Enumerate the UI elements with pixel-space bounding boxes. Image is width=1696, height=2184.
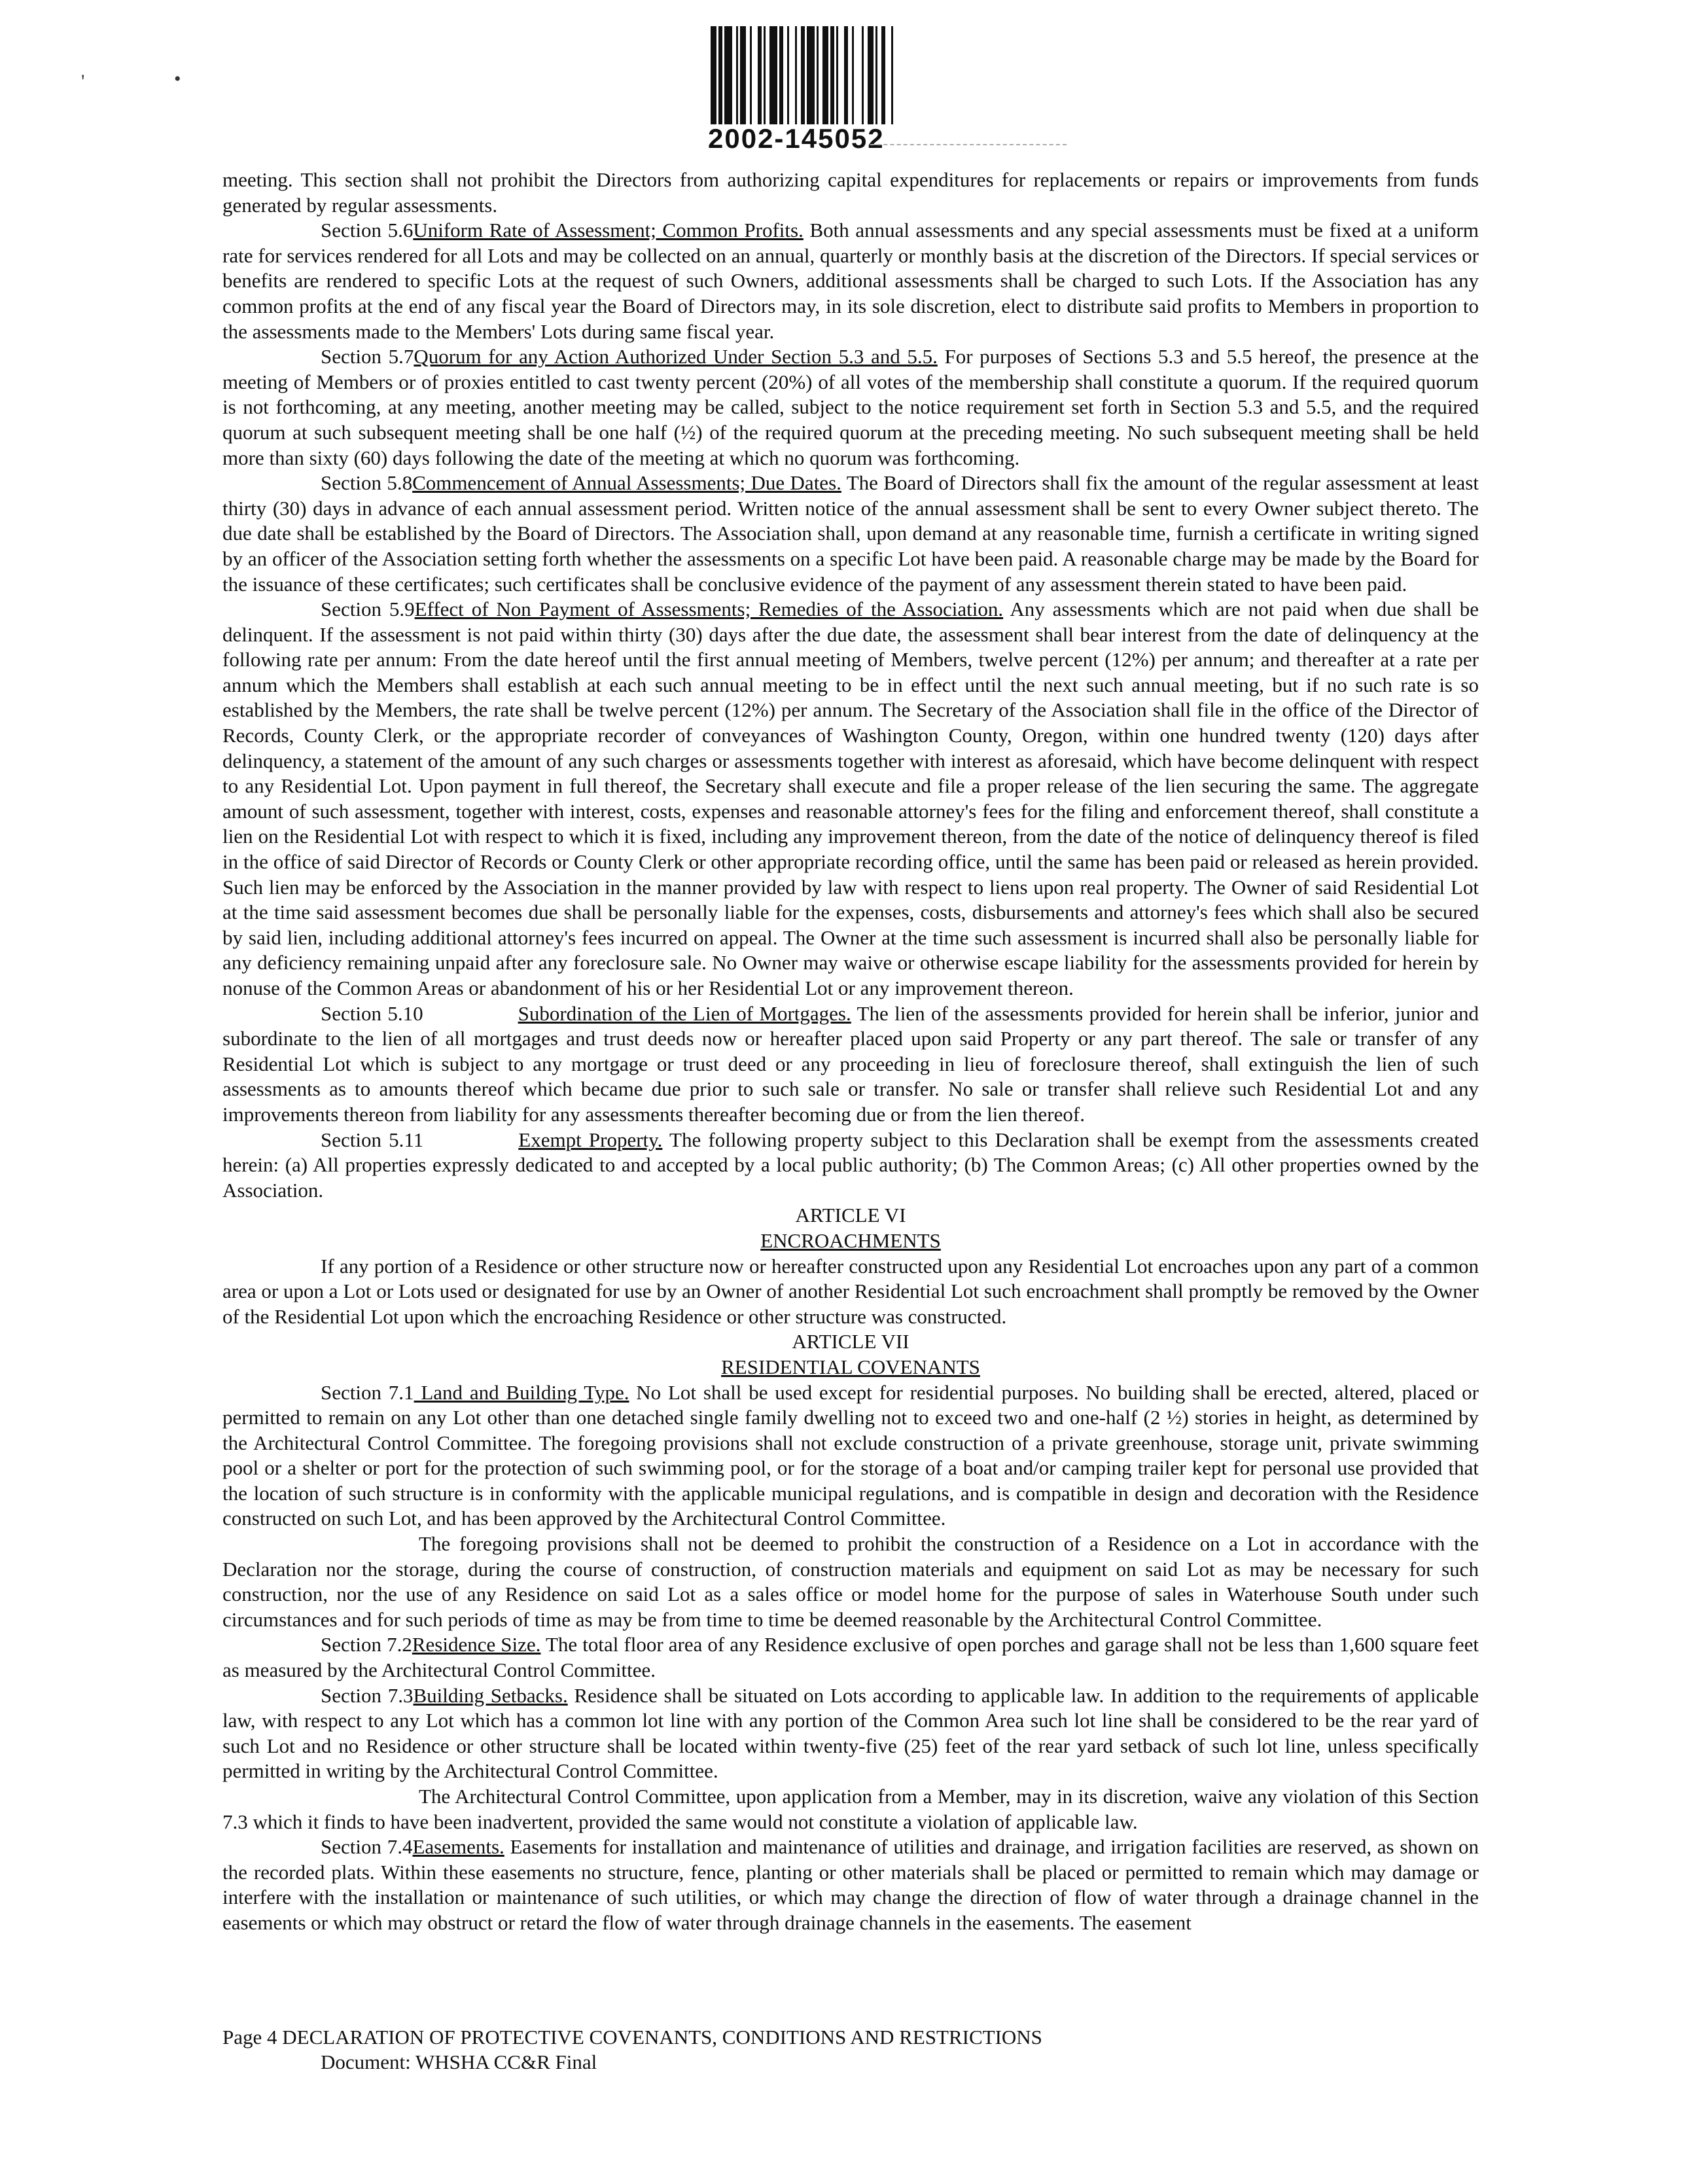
scan-mark: ' [81,71,85,92]
barcode [708,26,1002,131]
document-body [222,168,1479,1936]
page-footer [222,2025,1479,2075]
section-title: Easements. [412,1835,504,1859]
section-text: For purposes of Sections 5.3 and 5.5 hereof, the presence at the meeting of Members or of proxies entitled to cast twenty percent (20%) of all votes of the membership shall constitute a quorum. If the required quorum is not forthcoming, at any meeting, another meeting may be called, subject to the notice requirement set forth in Section 5.3 and 5.5, and the required quorum at such subsequent meeting shall be one half (½) of the required quorum at the preceding meeting. No such subsequent meeting shall be held more than sixty (60) days following the date of the meeting at which no quorum was forthcoming. [222,345,1479,469]
section-label: Section 5.7 [321,345,414,368]
section-title: Building Setbacks. [413,1683,568,1707]
section-5-10 [222,1001,1479,1128]
section-text: Residence shall be situated on Lots according to applicable law. In addition to the requirements of applicable law, with respect to any Lot which has a common lot line with any portion of the Common Area such lot line shall be considered to be the rear yard of such Lot and no Residence or other structure shall be located within twenty-five (25) feet of the rear yard setback of such lot line, unless specifically permitted in writing by the Architectural Control Committee. [222,1683,1479,1783]
footer-document: Document: WHSHA CC&R Final [321,2050,597,2073]
section-5-8 [222,471,1479,597]
section-title: Residence Size. [412,1633,541,1656]
section-7-3 [222,1683,1479,1784]
section-5-9 [222,597,1479,1001]
article-7-title: RESIDENTIAL COVENANTS [721,1355,980,1378]
section-7-3-continued: The Architectural Control Committee, upon application from a Member, may in its discretion, waive any violation of this Section 7.3 which it finds to have been inadvertent, provided the same would not constitute a violation of applicable law. [222,1785,1479,1833]
article-7-heading: ARTICLE VII [792,1330,910,1353]
section-label: Section 7.1 [321,1380,414,1404]
section-label: Section 7.4 [321,1835,413,1859]
section-title: Exempt Property. [518,1128,663,1151]
article-6-heading: ARTICLE VI [795,1204,906,1227]
section-7-1 [222,1380,1479,1532]
article-6-text: If any portion of a Residence or other structure now or hereafter constructed upon any Residential Lot encroaches upon any part of a common area or upon a Lot or Lots used or designated for use by an Owner of another Residential Lot such encroachment shall promptly be removed by the Owner of the Residential Lot upon which the encroaching Residence or other structure was constructed. [222,1254,1479,1328]
section-7-4 [222,1835,1479,1935]
section-label: Section 5.8 [321,471,413,495]
section-text: Any assessments which are not paid when due shall be delinquent. If the assessment is not paid within thirty (30) days after the due date, the assessment shall bear interest from the date of delinquency at the following rate per annum: From the date hereof until the first annual meeting of Members, twelve percent (12%) per annum; and thereafter at a rate per annum which the Members shall establish at each such annual meeting to be in effect until the next such annual meeting, but if no such rate is so established by the Members, the rate shall be twelve percent (12%) per annum. The Secretary of the Association shall file in the office of the Director of Records, County Clerk, or the appropriate recorder of conveyances of Washington County, Oregon, within one hundred twenty (120) days after delinquency, a statement of the amount of any such charges or assessments together with interest as aforesaid, which have become delinquent with respect to any Residential Lot. Upon payment in full thereof, the Secretary shall execute and file a proper release of the lien securing the same. The aggregate amount of such assessment, together with interest, costs, expenses and reasonable attorney's fees for the filing and enforcement thereof, shall constitute a lien on the Residential Lot with respect to which it is fixed, including any improvement thereon, from the date of the notice of delinquency thereof is filed in the office of said Director of Records or County Clerk or other appropriate recording office, until the same has been paid or released as herein provided. Such lien may be enforced by the Association in the manner provided by law with respect to liens upon real property. The Owner of said Residential Lot at the time said assessment becomes due shall be personally liable for the expenses, costs, disbursements and attorney's fees which shall also be secured by said lien, including additional attorney's fees incurred on appeal. The Owner at the time such assessment is incurred shall also be personally liable for any deficiency remaining unpaid after any foreclosure sale. No Owner may waive or otherwise escape liability for the assessments provided for herein by nonuse of the Common Areas or abandonment of his or her Residential Lot or any improvement thereon. [222,598,1479,999]
section-label: Section 5.9 [321,598,415,621]
section-label: Section 5.6 [321,219,414,242]
section-title: Subordination of the Lien of Mortgages. [518,1001,851,1025]
section-label: Section 7.2 [321,1633,412,1656]
section-label: Section 5.11 [321,1128,424,1151]
section-title: Uniform Rate of Assessment; Common Profits. [413,219,804,242]
continuation-paragraph: meeting. This section shall not prohibit the Directors from authorizing capital expenditures for replacements or repairs or improvements from funds generated by regular assessments. [222,168,1479,217]
section-title: Commencement of Annual Assessments; Due Dates. [412,471,841,495]
stamp-line [870,144,1067,145]
recording-number: 2002-145052 [708,123,885,154]
section-title: Effect of Non Payment of Assessments; Remedies of the Association. [414,598,1004,621]
section-text: The total floor area of any Residence exclusive of open porches and garage shall not be less than 1,600 square feet as measured by the Architectural Control Committee. [222,1633,1479,1682]
section-text: The Board of Directors shall fix the amount of the regular assessment at least thirty (30) days in advance of each annual assessment period. Written notice of the annual assessment shall be sent to every Owner subject thereto. The due date shall be established by the Board of Directors. The Association shall, upon demand at any reasonable time, furnish a certificate in writing signed by an officer of the Association setting forth whether the assessments on a specific Lot have been paid. A reasonable charge may be made by the Board for the issuance of these certificates; such certificates shall be conclusive evidence of the payment of any assessment therein stated to have been paid. [222,471,1479,596]
section-text: The lien of the assessments provided for herein shall be inferior, junior and subordinate to the lien of all mortgages and trust deeds now or hereafter placed upon said Property or any part thereof. The sale or transfer of any Residential Lot which is subject to any mortgage or trust deed or any proceeding in lieu of foreclosure thereof, shall extinguish the lien of such assessments as to amounts thereof which became due prior to such sale or transfer. No sale or transfer shall relieve such Residential Lot and any improvements thereon from liability for any assessments thereafter becoming due or from the lien thereof. [222,1001,1479,1126]
section-5-7 [222,344,1479,471]
section-label: Section 7.3 [321,1683,414,1707]
section-5-6 [222,218,1479,344]
section-label: Section 5.10 [321,1001,423,1025]
footer-title: Page 4 DECLARATION OF PROTECTIVE COVENANTS, CONDITIONS AND RESTRICTIONS [222,2026,1042,2049]
scan-mark: • [174,68,181,90]
section-text: No Lot shall be used except for residential purposes. No building shall be erected, altered, placed or permitted to remain on any Lot other than one detached single family dwelling not to exceed two and one-half (2 ½) stories in height, as determined by the Architectural Control Committee. The foregoing provisions shall not exclude construction of a private greenhouse, storage unit, private swimming pool or a shelter or port for the protection of such swimming pool, or for the storage of a boat and/or camping trailer kept for personal use provided that the location of such structure is in conformity with the applicable municipal regulations, and is compatible in design and decoration with the Residence constructed on such Lot, and has been approved by the Architectural Control Committee. [222,1380,1479,1530]
section-7-2 [222,1632,1479,1683]
section-text: The following property subject to this Declaration shall be exempt from the assessments created herein: (a) All properties expressly dedicated to and accepted by a local public authority; (b) The Common Areas; (c) All other properties owned by the Association. [222,1128,1479,1202]
section-7-1-continued: The foregoing provisions shall not be deemed to prohibit the construction of a Residence on a Lot in accordance with the Declaration nor the storage, during the course of construction, of construction materials and equipment on said Lot as may be necessary for such construction, nor the use of any Residence on said Lot as a sales office or model home for the purpose of sales in Waterhouse South under such circumstances and for such periods of time as may be from time to time be deemed reasonable by the Architectural Control Committee. [222,1532,1479,1631]
section-5-11 [222,1128,1479,1204]
section-title: Quorum for any Action Authorized Under Section 5.3 and 5.5. [414,345,938,368]
section-text: Both annual assessments and any special assessments must be fixed at a uniform rate for services rendered for all Lots and may be collected on an annual, quarterly or monthly basis at the discretion of the Directors. If special services or benefits are rendered to specific Lots at the request of such Owners, additional assessments shall be charged to such Lots. If the Association has any common profits at the end of any fiscal year the Board of Directors may, in its sole discretion, elect to distribute said profits to Members in proportion to the assessments made to the Members' Lots during same fiscal year. [222,219,1479,343]
article-6-title: ENCROACHMENTS [760,1228,941,1252]
section-text: Easements for installation and maintenance of utilities and drainage, and irrigation facilities are reserved, as shown on the recorded plats. Within these easements no structure, fence, planting or other materials shall be placed or permitted to remain which may damage or interfere with the installation or maintenance of such utilities, or which may change the direction of flow of water through a drainage channel in the easements or which may obstruct or retard the flow of water through drainage channels in the easements. The easement [222,1835,1479,1934]
section-title: Land and Building Type. [414,1380,629,1404]
